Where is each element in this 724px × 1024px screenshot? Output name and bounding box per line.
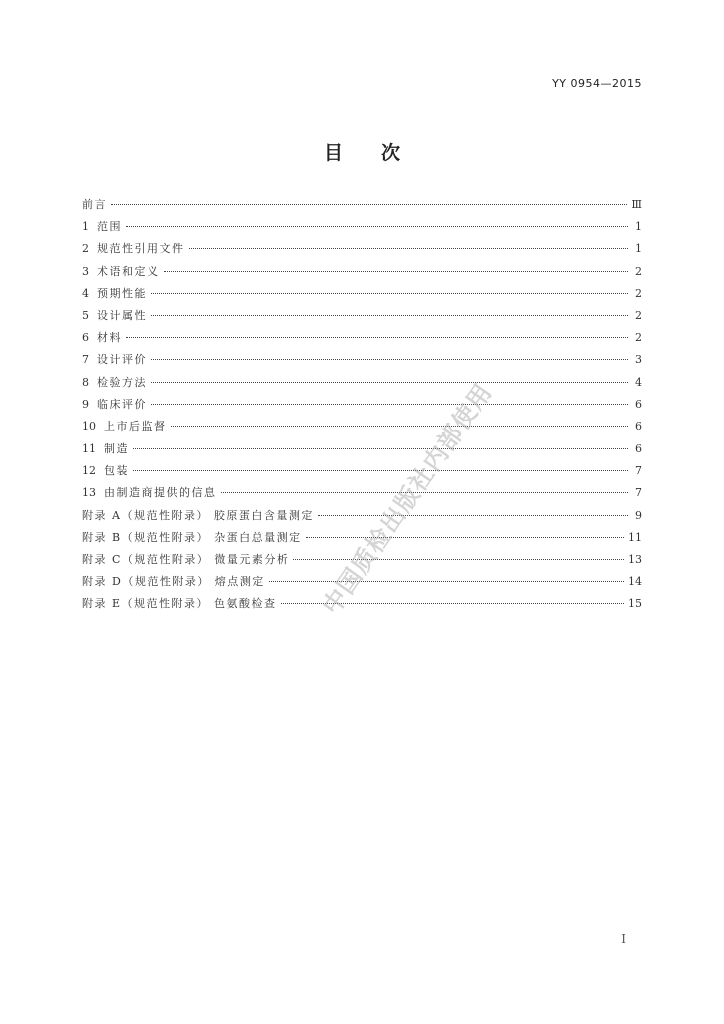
toc-entry[interactable] [82,351,642,373]
toc-entry-number: 6 [82,331,89,345]
toc-entry-label: 包装 [104,464,129,478]
toc-entry-page: 6 [635,419,642,433]
toc-entry-page: 13 [628,553,642,566]
toc-leader-dots [171,426,629,427]
toc-entry-page: 11 [628,530,642,544]
toc-entry[interactable] [82,440,642,462]
toc-entry[interactable] [82,374,642,396]
toc-leader-dots [133,470,628,471]
page-number: I [621,932,626,946]
toc-entry[interactable] [82,396,642,418]
toc-entry[interactable] [82,551,642,573]
toc-entry-page: 3 [635,353,642,367]
toc-entry-label: 设计属性 [97,308,147,322]
toc-entry[interactable] [82,484,642,506]
toc-entry[interactable] [82,285,642,307]
toc-entry-label: 附录 D（规范性附录） 熔点测定 [82,575,265,589]
toc-entry-label: 检验方法 [97,375,147,389]
toc-entry-page: 9 [635,508,642,522]
toc-entry-label: 术语和定义 [97,264,160,278]
toc-entry-number: 8 [82,375,89,389]
toc-entry-number: 2 [82,242,89,256]
toc-entry[interactable] [82,329,642,351]
toc-entry[interactable] [82,573,642,595]
toc-leader-dots [151,404,628,405]
toc-entry-number: 3 [82,264,89,278]
toc-entry-number: 10 [82,419,96,433]
toc-entry-label: 附录 E（规范性附录） 色氨酸检查 [82,597,277,611]
toc-entry-page: 2 [635,286,642,300]
table-of-contents [82,196,642,618]
toc-entry-page: 2 [635,331,642,345]
toc-entry-number: 13 [82,486,96,500]
toc-leader-dots [269,581,624,582]
toc-entry[interactable] [82,595,642,617]
toc-entry-label: 临床评价 [97,397,147,411]
toc-entry[interactable] [82,462,642,484]
toc-entry[interactable] [82,418,642,440]
toc-entry[interactable] [82,529,642,551]
toc-entry-label: 附录 B（规范性附录） 杂蛋白总量测定 [82,530,302,544]
toc-entry-number: 12 [82,464,96,478]
toc-entry-page: 4 [635,375,642,389]
toc-entry-label: 附录 C（规范性附录） 微量元素分析 [82,553,290,566]
standard-number: YY 0954—2015 [552,77,642,90]
toc-entry-label: 由制造商提供的信息 [104,486,217,500]
toc-entry-page: Ⅲ [631,198,642,211]
toc-entry-page: 14 [628,575,642,589]
toc-leader-dots [318,515,628,516]
toc-entry[interactable] [82,263,642,285]
toc-entry-label: 规范性引用文件 [97,242,185,256]
toc-entry-page: 7 [635,486,642,500]
toc-leader-dots [111,204,627,205]
toc-leader-dots [151,293,628,294]
toc-entry-label: 前言 [82,198,107,211]
toc-entry-number: 9 [82,397,89,411]
toc-entry-page: 6 [635,442,642,456]
toc-leader-dots [151,315,628,316]
toc-leader-dots [221,492,629,493]
toc-leader-dots [306,537,624,538]
toc-entry[interactable] [82,240,642,262]
toc-entry-label: 范围 [97,220,122,234]
toc-leader-dots [281,603,624,604]
toc-entry-number: 1 [82,220,89,234]
toc-entry-page: 15 [628,597,642,611]
toc-entry-label: 制造 [104,442,129,456]
toc-leader-dots [189,248,629,249]
toc-leader-dots [293,559,624,560]
page-title: 目次 [323,142,438,164]
toc-entry-label: 材料 [97,331,122,345]
toc-entry[interactable] [82,218,642,240]
toc-entry-label: 设计评价 [97,353,147,367]
toc-leader-dots [151,382,628,383]
toc-entry-page: 1 [635,242,642,256]
toc-leader-dots [126,337,628,338]
toc-entry-number: 7 [82,353,89,367]
toc-leader-dots [151,359,628,360]
toc-entry-page: 7 [635,464,642,478]
toc-entry-page: 6 [635,397,642,411]
toc-entry-label: 预期性能 [97,286,147,300]
toc-entry-number: 11 [82,442,96,456]
toc-entry-page: 2 [635,308,642,322]
toc-entry[interactable] [82,507,642,529]
toc-entry-page: 1 [635,220,642,234]
toc-entry-number: 5 [82,308,89,322]
toc-leader-dots [164,271,629,272]
toc-entry-label: 上市后监督 [104,419,167,433]
toc-entry-number: 4 [82,286,89,300]
toc-leader-dots [126,226,628,227]
toc-leader-dots [133,448,628,449]
toc-entry-page: 2 [635,264,642,278]
toc-entry[interactable] [82,307,642,329]
toc-entry[interactable] [82,196,642,218]
toc-entry-label: 附录 A（规范性附录） 胶原蛋白含量测定 [82,508,314,522]
watermark: 中国质检出版社内部使用 [317,378,498,620]
